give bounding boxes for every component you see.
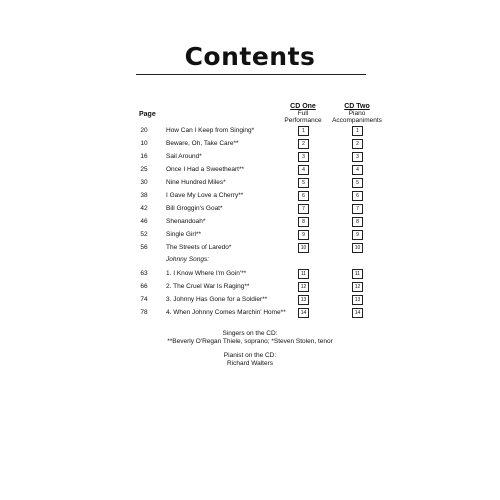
cd-one-track: 2	[298, 139, 309, 149]
cd-two-track: 14	[352, 308, 363, 318]
cd-two-subtitle-1: Piano	[348, 110, 366, 117]
song-page: 38	[140, 192, 148, 199]
song-page: 74	[140, 296, 148, 303]
page-column-header: Page	[139, 111, 156, 118]
song-row	[0, 152, 500, 163]
singers-names: **Beverly O'Regan Thiele, soprano; *Steven Stolen, tenor	[167, 338, 333, 345]
song-page: 25	[140, 166, 148, 173]
song-row	[0, 230, 500, 241]
singers-heading: Singers on the CD:	[222, 330, 278, 337]
johnny-song-row	[0, 282, 500, 293]
cd-one-subtitle-2: Performance	[284, 117, 322, 124]
cd-two-track: 4	[352, 165, 363, 175]
cd-one-track: 5	[298, 178, 309, 188]
cd-one-track: 14	[298, 308, 309, 318]
pianist-credit	[0, 352, 500, 368]
song-page: 56	[140, 244, 148, 251]
song-row	[0, 217, 500, 228]
song-row	[0, 139, 500, 150]
song-title: Bill Groggin's Goat*	[166, 205, 223, 212]
song-page: 52	[140, 231, 148, 238]
cd-two-track: 1	[352, 126, 363, 136]
song-title: Nine Hundred Miles*	[166, 179, 226, 186]
singers-credit	[0, 330, 500, 346]
song-row	[0, 126, 500, 137]
cd-one-track: 8	[298, 217, 309, 227]
johnny-song-row	[0, 295, 500, 306]
song-page: 66	[140, 283, 148, 290]
cd-one-subtitle-1: Full	[297, 110, 309, 117]
cd-two-track: 3	[352, 152, 363, 162]
cd-one-track: 7	[298, 204, 309, 214]
song-page: 30	[140, 179, 148, 186]
song-page: 10	[140, 140, 148, 147]
song-title: Sail Around*	[166, 153, 202, 160]
song-title: 1. I Know Where I'm Goin'**	[166, 270, 247, 277]
song-row	[0, 165, 500, 176]
johnny-song-row	[0, 269, 500, 280]
cd-two-track: 7	[352, 204, 363, 214]
song-row	[0, 191, 500, 202]
cd-one-track: 6	[298, 191, 309, 201]
song-title: Once I Had a Sweetheart**	[166, 166, 245, 173]
song-title: Beware, Oh, Take Care**	[166, 140, 239, 147]
cd-two-title: CD Two	[344, 103, 370, 110]
song-title: How Can I Keep from Singing*	[166, 127, 255, 134]
cd-two-track: 13	[352, 295, 363, 305]
song-title: Shenandoah*	[166, 218, 206, 225]
cd-one-track: 10	[298, 243, 309, 253]
cd-two-track: 5	[352, 178, 363, 188]
pianist-heading: Pianist on the CD:	[223, 352, 277, 359]
cd-two-track: 12	[352, 282, 363, 292]
song-page: 63	[140, 270, 148, 277]
song-title: 4. When Johnny Comes Marchin' Home**	[166, 309, 286, 316]
cd-two-track: 8	[352, 217, 363, 227]
song-page: 16	[140, 153, 148, 160]
cd-one-track: 11	[298, 269, 309, 279]
cd-one-track: 12	[298, 282, 309, 292]
title-rule	[136, 74, 366, 75]
song-title: Single Girl**	[166, 231, 202, 238]
cd-two-track: 11	[352, 269, 363, 279]
cd-two-track: 6	[352, 191, 363, 201]
cd-two-subtitle-2: Accompaniments	[332, 117, 382, 124]
song-page: 78	[140, 309, 148, 316]
cd-two-track: 2	[352, 139, 363, 149]
song-page: 42	[140, 205, 148, 212]
song-page: 20	[140, 127, 148, 134]
song-row	[0, 178, 500, 189]
song-title: 3. Johnny Has Gone for a Soldier**	[166, 296, 268, 303]
song-row	[0, 204, 500, 215]
song-title: I Gave My Love a Cherry**	[166, 192, 244, 199]
cd-two-track: 10	[352, 243, 363, 253]
song-row	[0, 243, 500, 254]
cd-one-track: 4	[298, 165, 309, 175]
song-title: The Streets of Laredo*	[166, 244, 232, 251]
johnny-songs-heading: Johnny Songs:	[166, 256, 210, 263]
song-title: 2. The Cruel War Is Raging**	[166, 283, 250, 290]
cd-one-track: 9	[298, 230, 309, 240]
johnny-song-row	[0, 308, 500, 319]
cd-two-header	[327, 103, 387, 124]
page-title: Contents	[184, 42, 316, 71]
pianist-name: Richard Walters	[227, 360, 273, 367]
cd-one-track: 3	[298, 152, 309, 162]
song-page: 46	[140, 218, 148, 225]
cd-one-header	[273, 103, 333, 124]
cd-one-track: 1	[298, 126, 309, 136]
cd-one-track: 13	[298, 295, 309, 305]
cd-one-title: CD One	[290, 103, 316, 110]
cd-two-track: 9	[352, 230, 363, 240]
